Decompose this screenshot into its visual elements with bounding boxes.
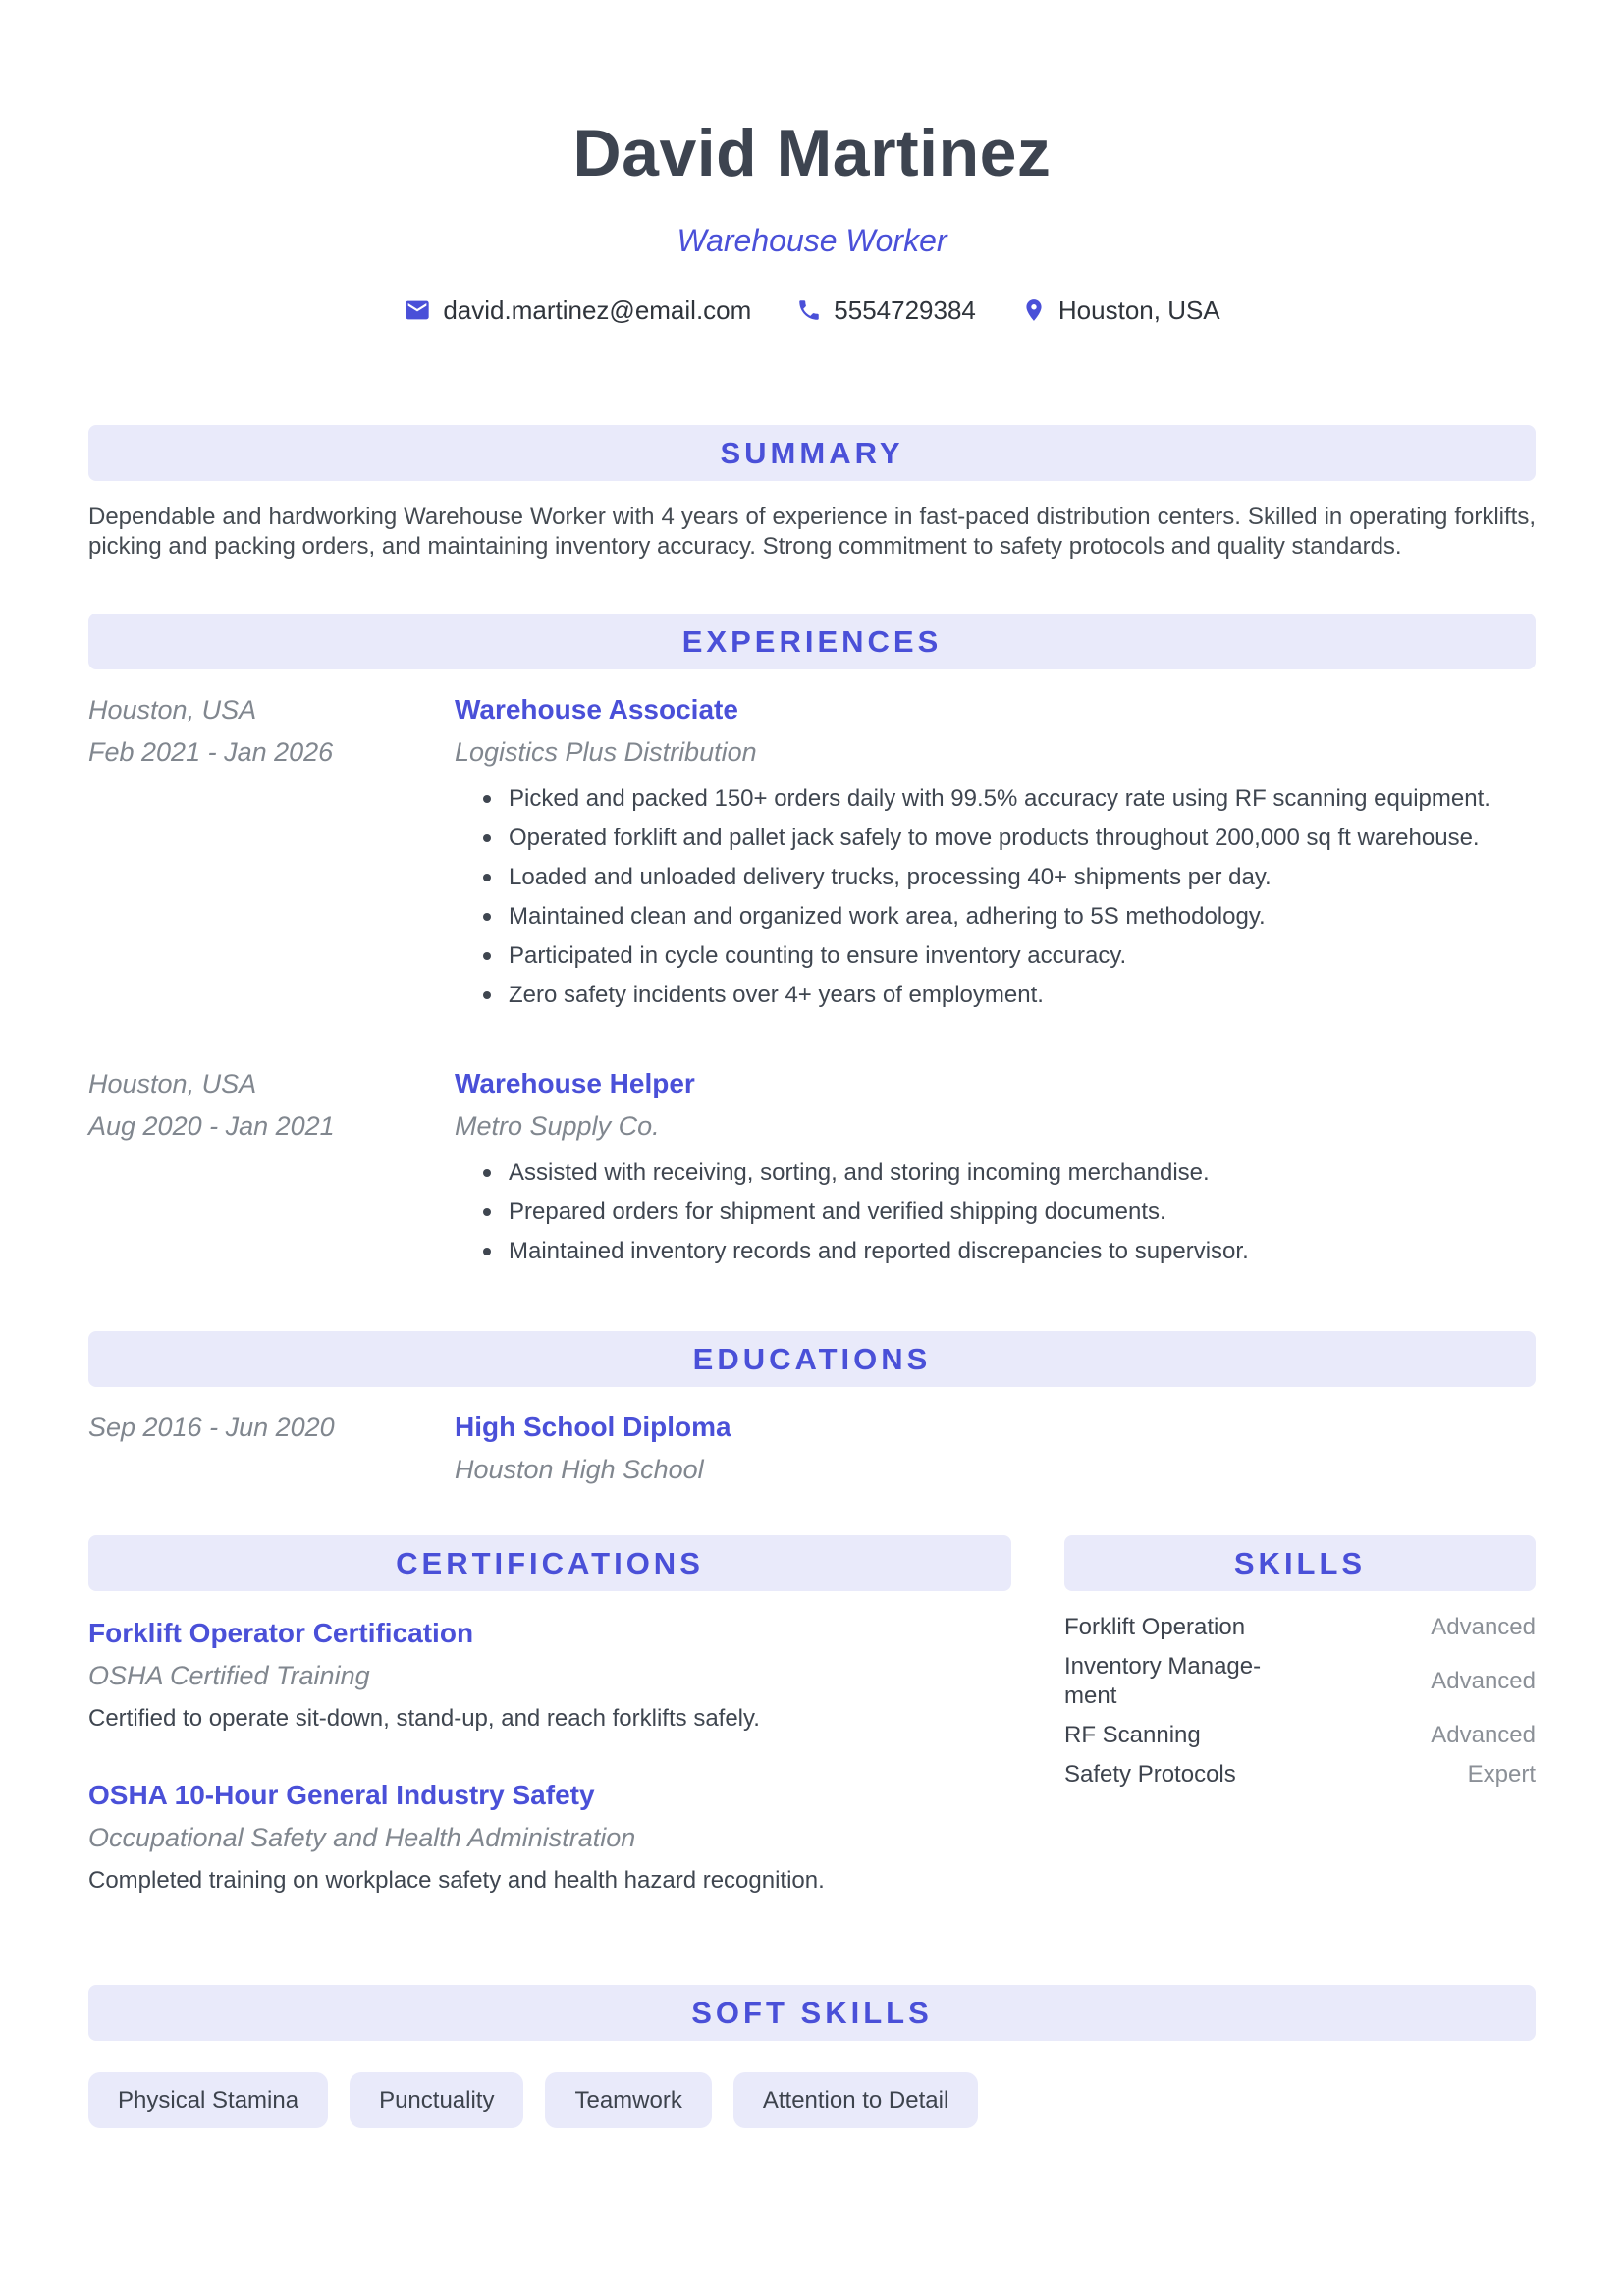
experience-entry (88, 1067, 1536, 1276)
soft-skills-heading: SOFT SKILLS (691, 1995, 933, 2030)
education-dates: Sep 2016 - Jun 2020 (88, 1413, 335, 1442)
skill-row (1064, 1760, 1536, 1789)
experience-entries (88, 693, 1536, 1276)
candidate-name: David Martinez (572, 116, 1052, 190)
contact-email (404, 295, 751, 326)
certification-entry (88, 1617, 1011, 1734)
skills-list (1064, 1613, 1536, 1789)
email-icon (404, 296, 431, 324)
soft-skill-tag: Attention to Detail (733, 2072, 978, 2128)
experience-detail-column (455, 693, 1536, 1020)
experiences-heading-bar (88, 614, 1536, 669)
experiences-heading: EXPERIENCES (681, 623, 943, 659)
experience-meta-column (88, 1067, 455, 1276)
experience-meta-column (88, 693, 455, 1020)
education-detail-column (455, 1411, 1536, 1486)
summary-heading-bar (88, 425, 1536, 481)
certifications-skills-row (88, 1535, 1536, 1896)
bullet-item: Prepared orders for shipment and verified shipping documents. (483, 1198, 1536, 1227)
experience-detail-column (455, 1067, 1536, 1276)
soft-skill-tags (88, 2072, 1536, 2128)
summary-heading: SUMMARY (720, 435, 904, 470)
contact-phone-text: 5554729384 (834, 294, 976, 325)
certifications-heading: CERTIFICATIONS (396, 1545, 704, 1580)
certification-entry (88, 1779, 1011, 1896)
bullet-item: Maintained clean and organized work area, adhering to 5S methodology. (483, 902, 1536, 932)
certification-title: Forklift Operator Certification (88, 1618, 474, 1648)
resume-header (88, 116, 1536, 326)
bullet-item: Assisted with receiving, sorting, and storing incoming merchandise. (483, 1158, 1536, 1188)
contact-location-text: Houston, USA (1057, 294, 1220, 325)
experience-entry (88, 693, 1536, 1020)
bullet-item: Participated in cycle counting to ensure inventory accuracy. (483, 941, 1536, 971)
skills-section (1064, 1535, 1536, 1799)
experience-dates: Feb 2021 - Jan 2026 (88, 737, 334, 767)
contact-location (1021, 295, 1220, 326)
location-pin-icon (1021, 297, 1047, 323)
soft-skills-section (88, 1985, 1536, 2128)
skill-row (1064, 1652, 1536, 1711)
educations-section (88, 1331, 1536, 1486)
education-entries (88, 1411, 1536, 1486)
experience-location: Houston, USA (88, 695, 257, 724)
certification-title: OSHA 10-Hour General Industry Safety (88, 1780, 595, 1810)
skill-row (1064, 1613, 1536, 1642)
certification-description: Completed training on workplace safety and health hazard recognition. (88, 1867, 825, 1894)
skills-heading: SKILLS (1233, 1545, 1367, 1580)
experience-bullets (455, 1158, 1536, 1266)
certifications-section (88, 1535, 1011, 1896)
educations-heading-bar (88, 1331, 1536, 1387)
educations-heading: EDUCATIONS (692, 1341, 932, 1376)
bullet-item: Zero safety incidents over 4+ years of employment. (483, 981, 1536, 1010)
bullet-item: Maintained inventory records and reported discrepancies to supervisor. (483, 1237, 1536, 1266)
summary-section (88, 425, 1536, 561)
skill-level: Advanced (1431, 1614, 1536, 1640)
experience-bullets (455, 784, 1536, 1010)
bullet-item: Picked and packed 150+ orders daily with 99.5% accuracy rate using RF scanning equipment. (483, 784, 1536, 814)
experience-location: Houston, USA (88, 1069, 257, 1098)
soft-skill-tag: Teamwork (545, 2072, 711, 2128)
skill-level: Advanced (1431, 1722, 1536, 1748)
soft-skill-tag: Physical Stamina (88, 2072, 328, 2128)
skill-name: Inventory Management (1064, 1653, 1262, 1709)
skill-level: Advanced (1431, 1668, 1536, 1694)
contact-phone (796, 295, 976, 326)
education-meta-column (88, 1411, 455, 1486)
education-entry (88, 1411, 1536, 1486)
experience-role: Warehouse Helper (455, 1068, 695, 1098)
skill-name: Safety Protocols (1064, 1761, 1236, 1788)
skill-name: Forklift Operation (1064, 1614, 1246, 1640)
certification-description: Certified to operate sit-down, stand-up, and reach forklifts safely. (88, 1705, 760, 1732)
bullet-item: Operated forklift and pallet jack safely to move products throughout 200,000 sq ft warehouse. (483, 824, 1536, 853)
phone-icon (796, 297, 822, 323)
contact-row (88, 294, 1536, 326)
experience-dates: Aug 2020 - Jan 2021 (88, 1111, 335, 1141)
skill-row (1064, 1721, 1536, 1750)
skill-name: RF Scanning (1064, 1722, 1201, 1748)
skill-level: Expert (1467, 1761, 1536, 1788)
education-school: Houston High School (455, 1455, 704, 1484)
skills-heading-bar (1064, 1535, 1536, 1591)
soft-skills-heading-bar (88, 1985, 1536, 2041)
experience-company: Logistics Plus Distribution (455, 737, 757, 767)
bullet-item: Loaded and unloaded delivery trucks, processing 40+ shipments per day. (483, 863, 1536, 892)
certifications-heading-bar (88, 1535, 1011, 1591)
contact-email-text: david.martinez@email.com (443, 294, 752, 325)
education-degree: High School Diploma (455, 1412, 731, 1442)
experiences-section (88, 614, 1536, 1276)
certification-issuer: OSHA Certified Training (88, 1661, 370, 1690)
experience-company: Metro Supply Co. (455, 1111, 660, 1141)
certification-entries (88, 1617, 1011, 1896)
candidate-job-title: Warehouse Worker (677, 223, 947, 258)
experience-role: Warehouse Associate (455, 694, 738, 724)
soft-skill-tag: Punctuality (350, 2072, 523, 2128)
summary-text: Dependable and hardworking Warehouse Worker with 4 years of experience in fast-paced distribution centers. Skilled in operating forklifts, picking and packing orders, and maintaining inventory accuracy. Strong commitment to safety protocols and quality standards. (88, 504, 1536, 560)
certification-issuer: Occupational Safety and Health Administration (88, 1823, 636, 1852)
